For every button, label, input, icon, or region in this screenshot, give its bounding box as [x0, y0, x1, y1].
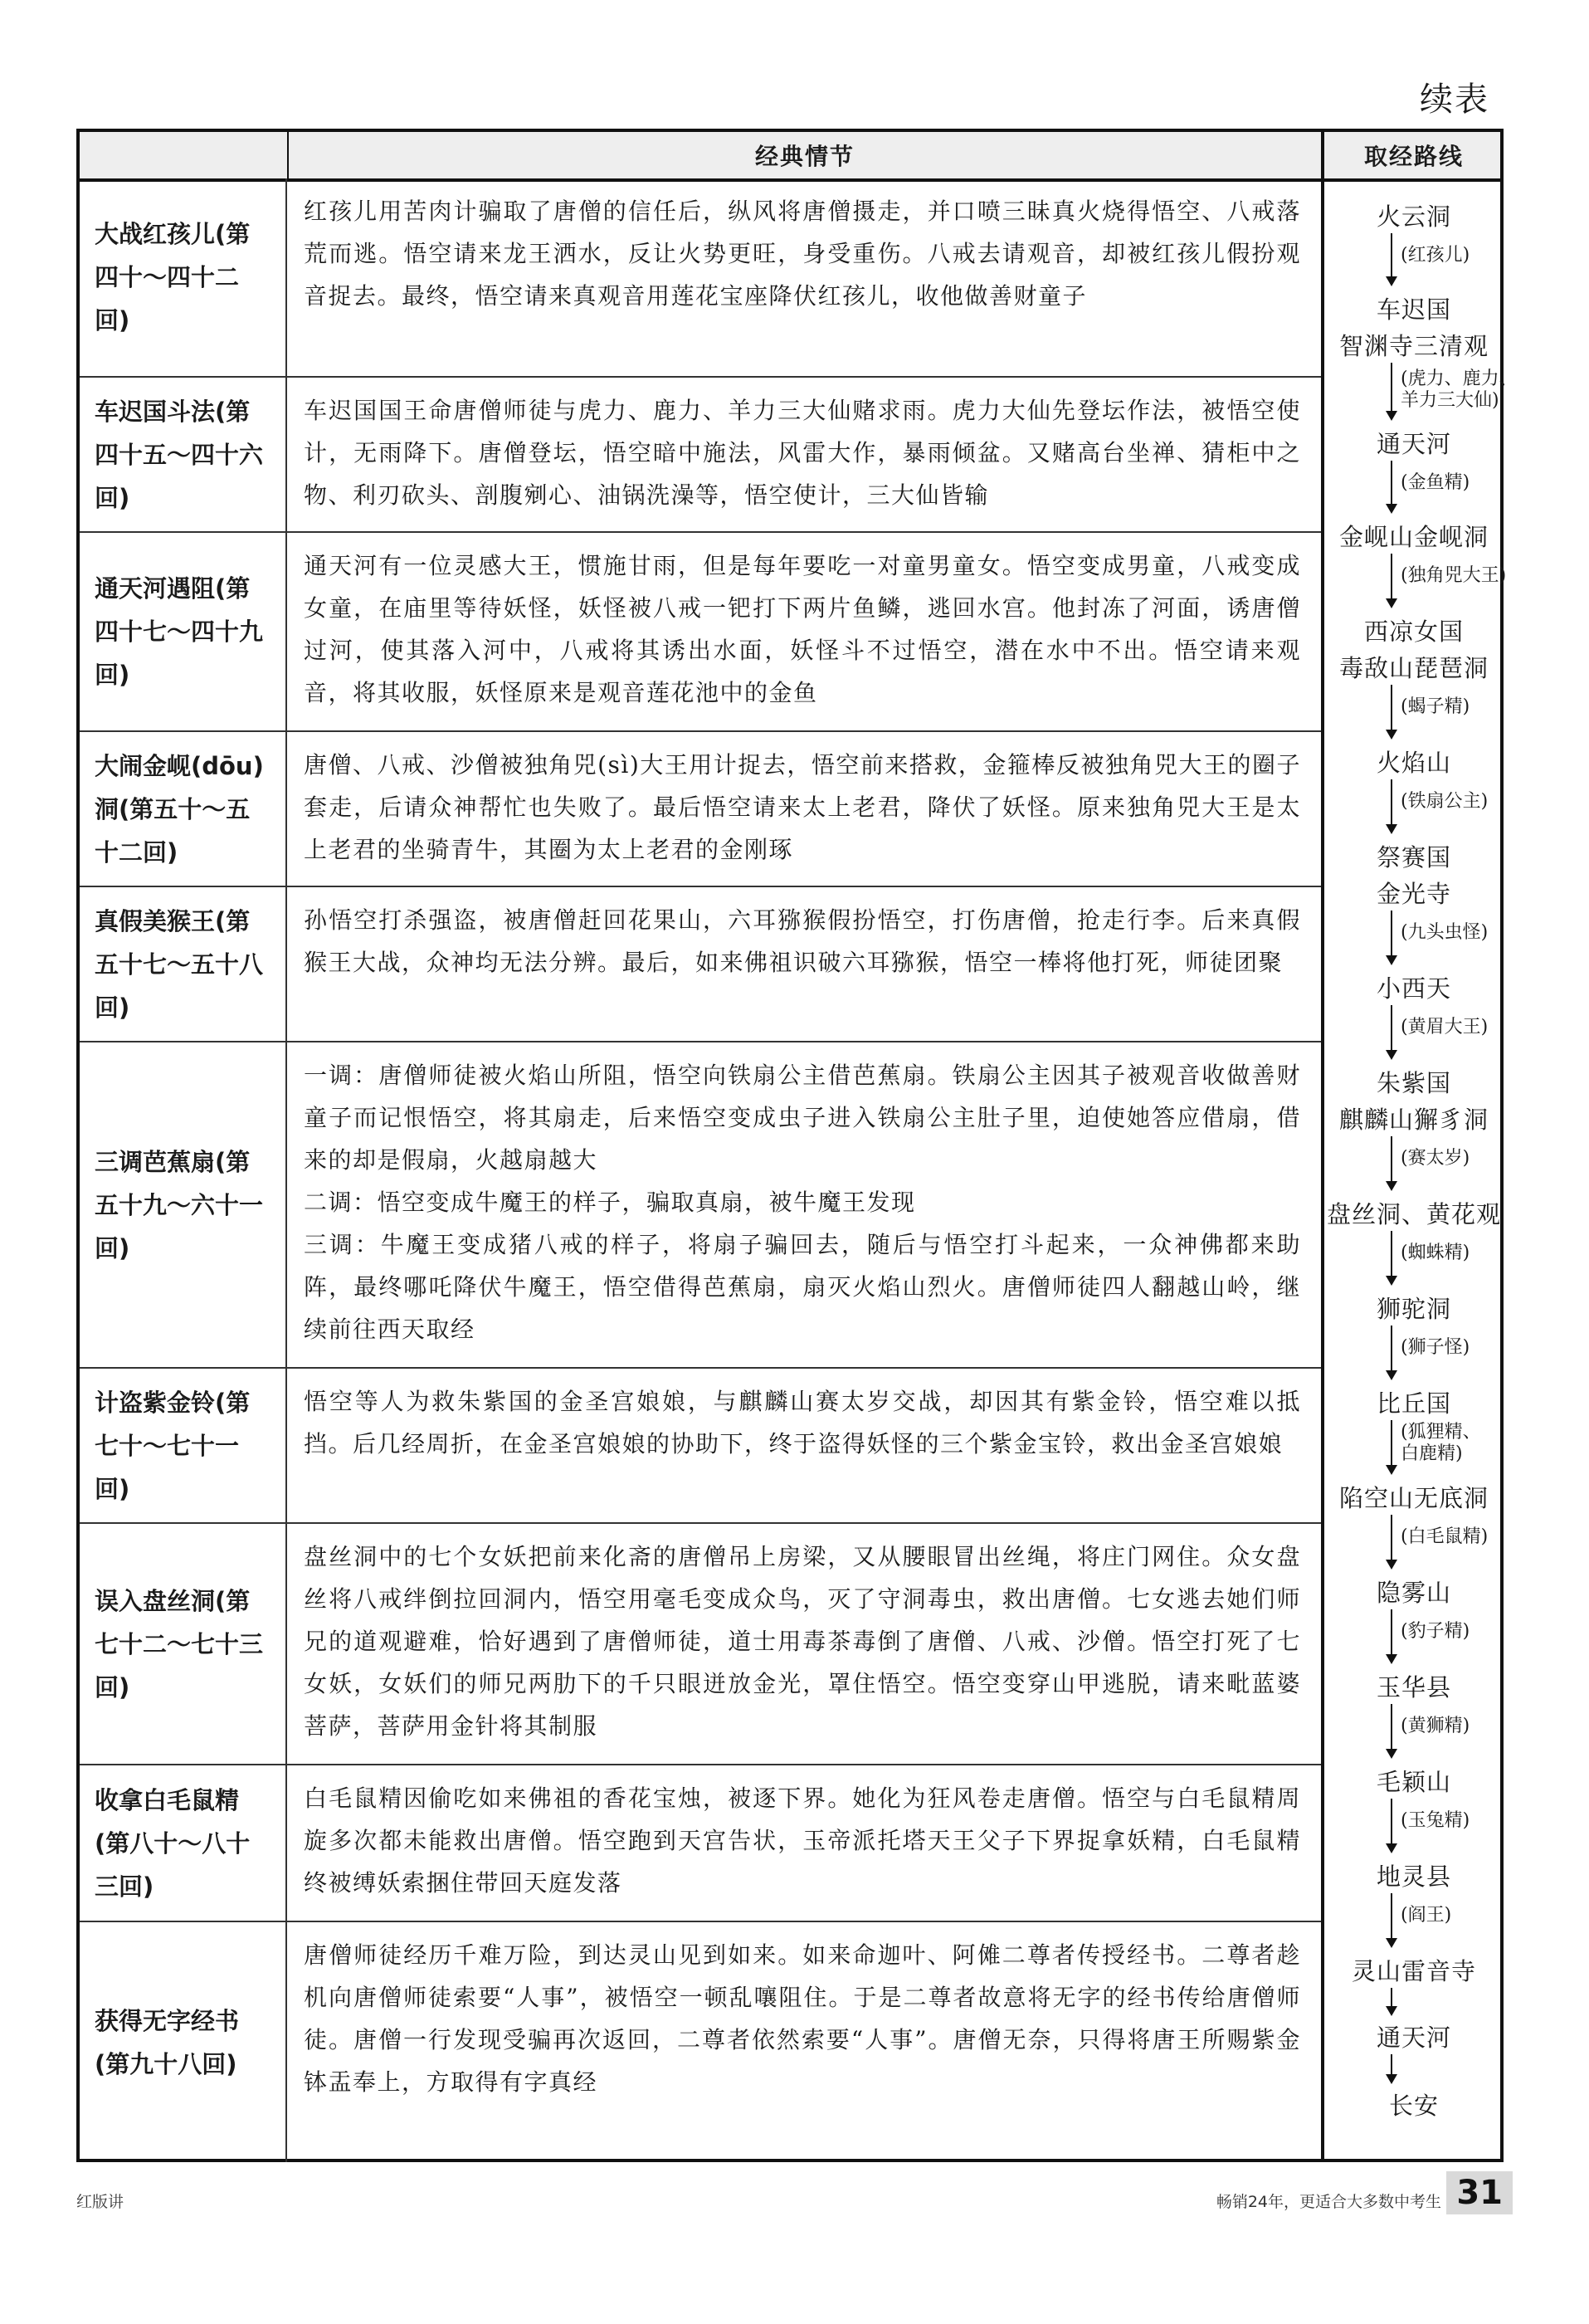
route-captor: 白鹿精) — [1401, 1443, 1463, 1464]
table-row — [80, 1369, 1321, 1524]
route-arrow-icon — [1386, 1560, 1397, 1570]
route-arrow-line — [1391, 1136, 1392, 1181]
route-arrow-line — [1391, 1326, 1392, 1370]
route-captor: (蜘蛛精) — [1401, 1243, 1470, 1263]
episode-title: 大战红孩儿(第四十～四十二回) — [80, 178, 287, 376]
route-captor: (玉兔精) — [1401, 1810, 1470, 1831]
header-plot: 经典情节 — [287, 132, 1324, 178]
route-arrow-icon — [1386, 1465, 1397, 1475]
episode-title: 真假美猴王(第五十七～五十八回) — [80, 887, 287, 1041]
route-arrow-line — [1391, 1420, 1392, 1465]
episode-title: 收拿白毛鼠精(第八十～八十三回) — [80, 1765, 287, 1921]
route-arrow-line — [1391, 233, 1392, 276]
route-captor: (独角兕大王) — [1401, 565, 1507, 586]
route-arrow-line — [1391, 1799, 1392, 1843]
episode-paragraph: 孙悟空打杀强盗，被唐僧赶回花果山，六耳猕猴假扮悟空，打伤唐僧，抢走行李。后来真假猴王大战，众神均无法分辨。最后，如来佛祖识破六耳猕猴，悟空一棒将他打死，师徒团聚 — [304, 906, 1301, 976]
table-row — [80, 1042, 1321, 1369]
route-place: 金岘山金岘洞 — [1338, 523, 1489, 551]
route-captor: (虎力、鹿力、 — [1401, 369, 1518, 389]
route-place: 西凉女国 — [1363, 618, 1464, 646]
header-route: 取经路线 — [1363, 143, 1464, 170]
route-arrow-icon — [1386, 1843, 1397, 1853]
route-place: 火焰山 — [1376, 749, 1451, 777]
route-arrow-line — [1391, 554, 1392, 598]
route-arrow-line — [1391, 1231, 1392, 1276]
route-captor: (阎王) — [1401, 1905, 1452, 1926]
route-arrow-icon — [1386, 1749, 1397, 1759]
table-body — [80, 178, 1324, 2162]
route-arrow-line — [1391, 1005, 1392, 1050]
route-captor: (豹子精) — [1401, 1621, 1470, 1642]
route-place: 金光寺 — [1376, 880, 1451, 908]
episode-title: 车迟国斗法(第四十五～四十六回) — [80, 378, 287, 531]
route-arrow-line — [1391, 1704, 1392, 1749]
episode-description — [287, 178, 1321, 376]
route-arrow-icon — [1386, 1050, 1397, 1060]
route-place: 地灵县 — [1376, 1863, 1451, 1891]
route-place: 祭赛国 — [1376, 843, 1451, 872]
route-column — [1324, 178, 1518, 2162]
episode-paragraph: 白毛鼠精因偷吃如来佛祖的香花宝烛，被逐下界。她化为狂风卷走唐僧。悟空与白毛鼠精周旋多次都未能救出唐僧。悟空跑到天宫告状，玉帝派托塔天王父子下界捉拿妖精，白毛鼠精终被缚妖索捆住带回天庭发落 — [304, 1784, 1301, 1897]
route-captor: (狮子怪) — [1401, 1337, 1470, 1358]
episode-paragraph: 唐僧、八戒、沙僧被独角兕(sì)大王用计捉去，悟空前来搭救，金箍棒反被独角兕大王的圈子套走，后请众神帮忙也失败了。最后悟空请来太上老君，降伏了妖怪。原来独角兕大王是太上老君的坐骑青牛，其圈为太上老君的金刚琢 — [304, 751, 1301, 863]
episode-paragraph: 车迟国国王命唐僧师徒与虎力、鹿力、羊力三大仙赌求雨。虎力大仙先登坛作法，被悟空使计，无雨降下。唐僧登坛，悟空暗中施法，风雷大作，暴雨倾盆。又赌高台坐禅、猜柜中之物、利刃砍头、剖腹剜心、油锅洗澡等，悟空使计，三大仙皆输 — [304, 397, 1301, 509]
route-place: 盘丝洞、黄花观 — [1326, 1200, 1501, 1228]
route-place: 智渊寺三清观 — [1338, 332, 1489, 360]
continued-label: 续表 — [1420, 81, 1489, 119]
episode-paragraph: 悟空等人为救朱紫国的金圣宫娘娘，与麒麟山赛太岁交战，却因其有紫金铃，悟空难以抵挡。后几经周折，在金圣宫娘娘的协助下，终于盗得妖怪的三个紫金宝铃，救出金圣宫娘娘 — [304, 1388, 1301, 1457]
route-captor: (九头虫怪) — [1401, 922, 1489, 943]
route-arrow-icon — [1386, 824, 1397, 834]
route-arrow-icon — [1386, 1654, 1397, 1664]
episode-description — [287, 887, 1321, 1041]
episode-description — [287, 1369, 1321, 1522]
episode-paragraph: 一调：唐僧师徒被火焰山所阻，悟空向铁扇公主借芭蕉扇。铁扇公主因其子被观音收做善财童子而记恨悟空，将其扇走，后来悟空变成虫子进入铁扇公主肚子里，迫使她答应借扇，借来的却是假扇，火越扇越大 — [304, 1062, 1301, 1174]
episode-paragraph: 二调：悟空变成牛魔王的样子，骗取真扇，被牛魔王发现 — [304, 1189, 916, 1216]
route-captor: (红孩儿) — [1401, 245, 1470, 266]
route-arrow-icon — [1386, 2006, 1397, 2016]
route-arrow-icon — [1386, 598, 1397, 608]
route-arrow-line — [1391, 911, 1392, 955]
route-place: 玉华县 — [1376, 1673, 1451, 1702]
route-captor: (白毛鼠精) — [1401, 1526, 1489, 1547]
table-header — [80, 132, 1500, 182]
route-captor: (赛太岁) — [1401, 1148, 1470, 1169]
episode-paragraph: 盘丝洞中的七个女妖把前来化斋的唐僧吊上房梁，又从腰眼冒出丝绳，将庄门网住。众女盘丝将八戒绊倒拉回洞内，悟空用毫毛变成众鸟，灭了守洞毒虫，救出唐僧。七女逃去她们师兄的道观避难，恰好遇到了唐僧师徒，道士用毒茶毒倒了唐僧、八戒、沙僧。悟空打死了七女妖，女妖们的师兄两肋下的千只眼迸放金光，罩住悟空。悟空变穿山甲逃脱，请来毗蓝婆菩萨，菩萨用金针将其制服 — [304, 1543, 1301, 1740]
route-place: 通天河 — [1376, 2024, 1451, 2052]
route-captor: (蝎子精) — [1401, 696, 1470, 717]
route-place: 通天河 — [1376, 430, 1451, 458]
episode-description — [287, 1524, 1321, 1764]
route-arrow-line — [1391, 1515, 1392, 1560]
route-arrow-icon — [1386, 411, 1397, 421]
route-place: 毛颖山 — [1376, 1768, 1451, 1796]
route-place: 毒敌山琵琶洞 — [1338, 654, 1489, 682]
route-arrow-line — [1391, 685, 1392, 730]
episode-paragraph: 通天河有一位灵感大王，惯施甘雨，但是每年要吃一对童男童女。悟空变成男童，八戒变成女童，在庙里等待妖怪，妖怪被八戒一钯打下两片鱼鳞，逃回水宫。他封冻了河面，诱唐僧过河，使其落入河中，八戒将其诱出水面，妖怪斗不过悟空，潜在水中不出。悟空请来观音，将其收服，妖怪原来是观音莲花池中的金鱼 — [304, 552, 1301, 706]
route-arrow-icon — [1386, 730, 1397, 740]
route-place: 比丘国 — [1376, 1389, 1451, 1418]
table-row — [80, 1524, 1321, 1765]
route-arrow-line — [1391, 779, 1392, 824]
route-arrow-line — [1391, 1609, 1392, 1654]
route-captor: (金鱼精) — [1401, 472, 1470, 493]
route-arrow-line — [1391, 1893, 1392, 1938]
route-captor: (铁扇公主) — [1401, 791, 1489, 812]
route-arrow-line — [1391, 2054, 1392, 2074]
route-arrow-icon — [1386, 1181, 1397, 1191]
episode-title: 通天河遇阻(第四十七～四十九回) — [80, 533, 287, 730]
route-captor: 羊力三大仙) — [1401, 390, 1499, 411]
route-arrow-icon — [1386, 2074, 1397, 2084]
table-row — [80, 1922, 1321, 2162]
route-arrow-icon — [1386, 1370, 1397, 1380]
episode-paragraph: 红孩儿用苦肉计骗取了唐僧的信任后，纵风将唐僧摄走，并口喷三昧真火烧得悟空、八戒落荒而逃。悟空请来龙王洒水，反让火势更旺，身受重伤。八戒去请观音，却被红孩儿假扮观音捉去。最终，悟空请来真观音用莲花宝座降伏红孩儿，收他做善财童子 — [304, 198, 1301, 310]
footer-series-label: 红版讲 — [76, 2193, 124, 2211]
route-captor: (黄眉大王) — [1401, 1017, 1489, 1038]
route-arrow-icon — [1386, 504, 1397, 514]
route-arrow-line — [1391, 461, 1392, 504]
route-arrow-icon — [1386, 1276, 1397, 1286]
route-place: 麒麟山獬豸洞 — [1338, 1106, 1489, 1134]
route-captor: (狐狸精、 — [1401, 1422, 1481, 1443]
route-place: 灵山雷音寺 — [1351, 1957, 1476, 1985]
route-place: 小西天 — [1376, 974, 1451, 1003]
route-arrow-line — [1391, 1988, 1392, 2006]
route-place: 车迟国 — [1376, 295, 1451, 324]
table-row — [80, 533, 1321, 732]
route-place: 长安 — [1388, 2092, 1439, 2120]
episode-description — [287, 378, 1321, 531]
table-row — [80, 178, 1321, 378]
table-row — [80, 732, 1321, 887]
episode-description — [287, 1765, 1321, 1921]
episode-description — [287, 732, 1321, 886]
table-row — [80, 1765, 1321, 1922]
episode-title: 大闹金岘(dōu)洞(第五十～五十二回) — [80, 732, 287, 886]
route-place: 火云洞 — [1376, 203, 1451, 231]
episode-description — [287, 1042, 1321, 1367]
route-arrow-icon — [1386, 276, 1397, 286]
episode-title: 计盗紫金铃(第七十～七十一回) — [80, 1369, 287, 1522]
route-arrow-line — [1391, 363, 1392, 411]
episode-paragraph: 唐僧师徒经历千难万险，到达灵山见到如来。如来命迦叶、阿傩二尊者传授经书。二尊者趁机向唐僧师徒索要“人事”，被悟空一顿乱嚷阻住。于是二尊者故意将无字的经书传给唐僧师徒。唐僧一行发现受骗再次返回，二尊者依然索要“人事”。唐僧无奈，只得将唐王所赐紫金钵盂奉上，方取得有字真经 — [304, 1941, 1301, 2096]
episode-title: 三调芭蕉扇(第五十九～六十一回) — [80, 1042, 287, 1367]
route-arrow-icon — [1386, 955, 1397, 965]
page-number: 31 — [1446, 2171, 1513, 2214]
route-place: 狮驼洞 — [1376, 1295, 1451, 1323]
episode-title: 误入盘丝洞(第七十二～七十三回) — [80, 1524, 287, 1764]
episode-description — [287, 1922, 1321, 2162]
episode-paragraph: 三调：牛魔王变成猪八戒的样子，将扇子骗回去，随后与悟空打斗起来，一众神佛都来助阵，最终哪吒降伏牛魔王，悟空借得芭蕉扇，扇灭火焰山烈火。唐僧师徒四人翻越山岭，继续前往西天取经 — [304, 1231, 1301, 1343]
table-row — [80, 887, 1321, 1042]
route-place: 陷空山无底洞 — [1338, 1484, 1489, 1512]
episode-title: 获得无字经书(第九十八回) — [80, 1922, 287, 2162]
route-place: 隐雾山 — [1376, 1579, 1451, 1607]
route-arrow-icon — [1386, 1938, 1397, 1948]
table-row — [80, 378, 1321, 533]
footer-slogan: 畅销24年，更适合大多数中考生 — [1216, 2193, 1441, 2211]
route-captor: (黄狮精) — [1401, 1716, 1470, 1736]
plot-route-table — [76, 129, 1518, 2162]
episode-description — [287, 533, 1321, 730]
route-place: 朱紫国 — [1376, 1069, 1451, 1097]
